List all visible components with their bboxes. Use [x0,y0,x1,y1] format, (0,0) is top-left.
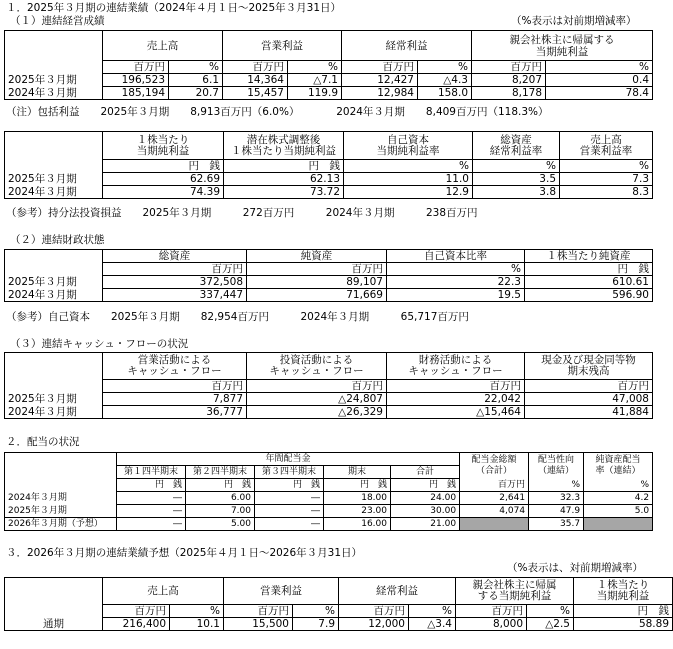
col-investing-cf: 投資活動による キャッシュ・フロー [247,353,387,380]
cell: 23.00 [324,505,391,518]
unit-cell: 円 銭 [574,605,673,618]
unit-cell: 百万円 [224,605,293,618]
cell-shaded [584,518,653,531]
cell: 5.00 [186,518,255,531]
cell: 30.00 [391,505,460,518]
unit-cell: % [418,61,472,74]
financial-position-table [4,249,653,302]
cash-flow-table [4,352,653,419]
row-label: 2024年３月期 [5,406,103,419]
cell: 36,777 [103,406,247,419]
dividend-table [4,452,653,531]
cell: 337,447 [103,289,247,302]
cell: 58.89 [574,618,673,631]
row-label: 2024年３月期 [5,87,103,100]
cell: 71,669 [247,289,387,302]
cell: 11.0 [344,173,473,186]
cell: 8,000 [456,618,527,631]
cell: 35.7 [529,518,584,531]
col-net-income: 親会社株主に帰属 する当期純利益 [456,578,574,605]
table-row [5,393,653,406]
cell: ― [117,518,186,531]
cell: 47,008 [525,393,653,406]
cell: 15,457 [223,87,288,100]
cell: 119.9 [288,87,342,100]
unit-cell: 百万円 [103,263,247,276]
col-equity-ratio: 自己資本比率 [387,250,525,263]
cell: 89,107 [247,276,387,289]
table-row [5,186,653,199]
col-cash-balance: 現金及び現金同等物 期末残高 [525,353,653,380]
unit-cell: 円 銭 [525,263,653,276]
col-financing-cf: 財務活動による キャッシュ・フロー [387,353,525,380]
col-sales: 売上高 [103,31,223,61]
cell: 3.8 [473,186,560,199]
equity-method-note: （参考）持分法投資損益 2025年３月期 272百万円 2024年３月期 238百万円 [6,207,478,219]
cell: ― [117,505,186,518]
cell: △26,329 [247,406,387,419]
s1-note: （%表示は対前期増減率） [511,15,637,27]
cell: 4.2 [584,492,653,505]
table-row [5,492,653,505]
cell: 12,427 [342,74,418,87]
cell: 18.00 [324,492,391,505]
unit-cell: 百万円 [247,263,387,276]
unit-cell: % [387,263,525,276]
row-label: 2025年３月期 [5,74,103,87]
cell: 6.1 [169,74,223,87]
unit-cell: % [344,160,473,173]
unit-cell: 円 銭 [224,160,344,173]
cell: 20.7 [169,87,223,100]
unit-cell: 円 銭 [324,479,391,492]
cell: 158.0 [418,87,472,100]
row-label: 2025年３月期 [5,173,103,186]
col-roe: 自己資本 当期純利益率 [344,132,473,160]
cell: 14,364 [223,74,288,87]
unit-cell: % [169,61,223,74]
unit-cell: 円 銭 [391,479,460,492]
cell: 2,641 [460,492,529,505]
cell: 19.5 [387,289,525,302]
cell: 78.4 [546,87,653,100]
equity-note: （参考）自己資本 2025年３月期 82,954百万円 2024年３月期 65,717百万円 [6,311,469,323]
col-diluted-eps: 潜在株式調整後 １株当たり当期純利益 [224,132,344,160]
cell: 22,042 [387,393,525,406]
cell: 7.3 [560,173,653,186]
row-label: 通期 [5,618,103,631]
cell: △3.4 [409,618,456,631]
unit-cell: % [527,605,574,618]
cell: 596.90 [525,289,653,302]
per-share-table [4,131,653,199]
unit-cell: 百万円 [103,380,247,393]
cell: 62.69 [103,173,224,186]
cell: 12.9 [344,186,473,199]
col-eps: １株当たり 当期純利益 [103,132,224,160]
col-year-end: 期末 [324,466,391,479]
col-bps: １株当たり純資産 [525,250,653,263]
unit-cell: 円 銭 [255,479,324,492]
cell-shaded [460,518,529,531]
unit-cell: 百万円 [525,380,653,393]
cell: 62.13 [224,173,344,186]
row-label: 2024年３月期 [5,289,103,302]
unit-cell: 百万円 [223,61,288,74]
cell: 7.00 [186,505,255,518]
cell: 10.1 [170,618,224,631]
cell: 24.00 [391,492,460,505]
cell: 6.00 [186,492,255,505]
table-row [5,406,653,419]
cell: 12,984 [342,87,418,100]
cell: ― [255,492,324,505]
table-row [5,173,653,186]
cell: △15,464 [387,406,525,419]
cell: 7.9 [293,618,339,631]
s3-heading: （３）連結キャッシュ・フローの状況 [10,338,189,350]
cell: 22.3 [387,276,525,289]
unit-cell: 円 銭 [103,160,224,173]
blank-cell [5,31,103,61]
row-label: 2026年３月期（予想） [5,518,117,531]
cell: △2.5 [527,618,574,631]
table-row [5,505,653,518]
cell: 21.00 [391,518,460,531]
unit-cell: 百万円 [103,605,170,618]
unit-cell: % [473,160,560,173]
cell: △4.3 [418,74,472,87]
cell: 47.9 [529,505,584,518]
cell: 41,884 [525,406,653,419]
unit-cell: 円 銭 [186,479,255,492]
col-doe: 純資産配当 率（連結） [584,453,653,479]
unit-cell: % [560,160,653,173]
col-eps: １株当たり 当期純利益 [574,578,673,605]
col-ordinary-profit: 経常利益 [339,578,456,605]
col-net-income: 親会社株主に帰属する 当期純利益 [472,31,653,61]
cell: ― [255,518,324,531]
col-operating-profit: 営業利益 [223,31,342,61]
table-row [5,289,653,302]
col-operating-margin: 売上高 営業利益率 [560,132,653,160]
unit-cell: 百万円 [456,605,527,618]
unit-cell: % [546,61,653,74]
unit-cell: 百万円 [342,61,418,74]
unit-cell: 百万円 [472,61,546,74]
col-ordinary-profit: 経常利益 [342,31,472,61]
cell: 7,877 [103,393,247,406]
unit-cell: 円 銭 [117,479,186,492]
col-operating-profit: 営業利益 [224,578,339,605]
col-sales: 売上高 [103,578,224,605]
col-total-assets: 総資産 [103,250,247,263]
cell: 74.39 [103,186,224,199]
col-payout-ratio: 配当性向 （連結） [529,453,584,479]
unit-cell: % [288,61,342,74]
s2-heading: （２）連結財政状態 [10,234,105,246]
dividend-heading: ２．配当の状況 [6,436,80,448]
section-title: １．2025年３月期の連結業績（2024年４月１日～2025年３月31日） [6,2,342,14]
table-row [5,74,653,87]
col-total-dividend: 配当金総額 （合計） [460,453,529,479]
cell: ― [117,492,186,505]
table-row [5,618,673,631]
cell: 3.5 [473,173,560,186]
cell: 4,074 [460,505,529,518]
forecast-table [4,577,673,631]
cell: 8.3 [560,186,653,199]
cell: 8,207 [472,74,546,87]
cell: 185,194 [103,87,169,100]
unit-cell: 百万円 [103,61,169,74]
unit-cell: % [170,605,224,618]
unit-cell: 百万円 [387,380,525,393]
cell: 0.4 [546,74,653,87]
col-annual-dividend: 年間配当金 [117,453,460,466]
cell: △7.1 [288,74,342,87]
cell: 8,178 [472,87,546,100]
table-row [5,87,653,100]
unit-cell: % [584,479,653,492]
row-label: 2025年３月期 [5,393,103,406]
col-total: 合計 [391,466,460,479]
forecast-note: （%表示は、対前期増減率） [507,562,643,574]
col-roa: 総資産 経常利益率 [473,132,560,160]
col-net-assets: 純資産 [247,250,387,263]
cell: 196,523 [103,74,169,87]
row-label: 2025年３月期 [5,505,117,518]
comprehensive-income-note: （注）包括利益 2025年３月期 8,913百万円（6.0%） 2024年３月期 8,409百万円（118.3%） [6,106,549,118]
cell: 372,508 [103,276,247,289]
cell: 73.72 [224,186,344,199]
cell: 15,500 [224,618,293,631]
col-q2: 第２四半期末 [186,466,255,479]
cell: 5.0 [584,505,653,518]
forecast-heading: ３．2026年３月期の連結業績予想（2025年４月１日～2026年３月31日） [6,547,363,559]
s1-heading: （１）連結経営成績 [10,15,105,27]
col-q3: 第３四半期末 [255,466,324,479]
cell: 12,000 [339,618,409,631]
unit-cell: 百万円 [460,479,529,492]
col-operating-cf: 営業活動による キャッシュ・フロー [103,353,247,380]
cell: △24,807 [247,393,387,406]
unit-cell: 百万円 [339,605,409,618]
unit-cell: % [293,605,339,618]
cell: 610.61 [525,276,653,289]
unit-cell: % [529,479,584,492]
row-label: 2024年３月期 [5,186,103,199]
col-q1: 第１四半期末 [117,466,186,479]
results-table [4,30,653,100]
table-row [5,276,653,289]
cell: 32.3 [529,492,584,505]
row-label: 2024年３月期 [5,492,117,505]
cell: 16.00 [324,518,391,531]
cell: 216,400 [103,618,170,631]
unit-cell: 百万円 [247,380,387,393]
cell: ― [255,505,324,518]
row-label: 2025年３月期 [5,276,103,289]
unit-cell: % [409,605,456,618]
table-row [5,518,653,531]
